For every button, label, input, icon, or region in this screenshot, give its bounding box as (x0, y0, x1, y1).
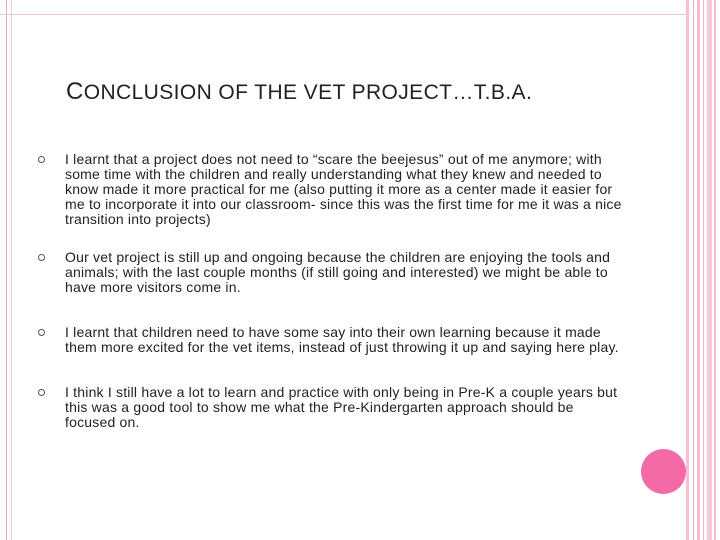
bullet-item (38, 250, 628, 295)
bullet-text: Our vet project is still up and ongoing because the children are enjoying the tools and animals; with the last couple months (if still going and interested) we might be able to have more visitors come in. (65, 249, 611, 295)
bullet-text: I think I still have a lot to learn and practice with only being in Pre-K a couple years but this was a good tool to show me what the Pre-Kindergarten approach should be focused on. (65, 384, 618, 430)
bullet-list (38, 150, 628, 430)
title-text: ONCLUSION OF THE VET PROJECT…T.B.A. (83, 81, 533, 104)
title-capital: C (66, 78, 84, 105)
right-stripe (714, 0, 716, 540)
right-stripe (703, 0, 704, 540)
bullet-text: I learnt that children need to have some say into their own learning because it made them more excited for the vet items, instead of just throwing it up and saying here play. (65, 324, 619, 355)
slide-title (66, 78, 532, 106)
right-stripe (707, 0, 712, 540)
top-border-line (0, 14, 690, 15)
decorative-circle (641, 449, 686, 494)
left-border-line (6, 0, 7, 540)
bullet-circle-icon (38, 254, 45, 261)
bullet-circle-icon (38, 156, 45, 163)
right-stripe (693, 0, 694, 540)
bullet-item (38, 385, 628, 430)
bullet-circle-icon (38, 389, 45, 396)
left-border-line-inner (11, 0, 12, 540)
bullet-text: I learnt that a project does not need to “scare the beejesus” out of me anymore; with some time with the children and really understanding what they knew and needed to know made it more practical for me (also putting it more as a center made it easier for me to incorporate it into our classroom- since this was the first time for me it was a nice transition into projects) (65, 151, 622, 227)
bullet-item (38, 325, 628, 355)
right-stripe (697, 0, 700, 540)
bullet-circle-icon (38, 329, 45, 336)
bullet-item (38, 152, 628, 227)
right-stripe (686, 0, 689, 540)
